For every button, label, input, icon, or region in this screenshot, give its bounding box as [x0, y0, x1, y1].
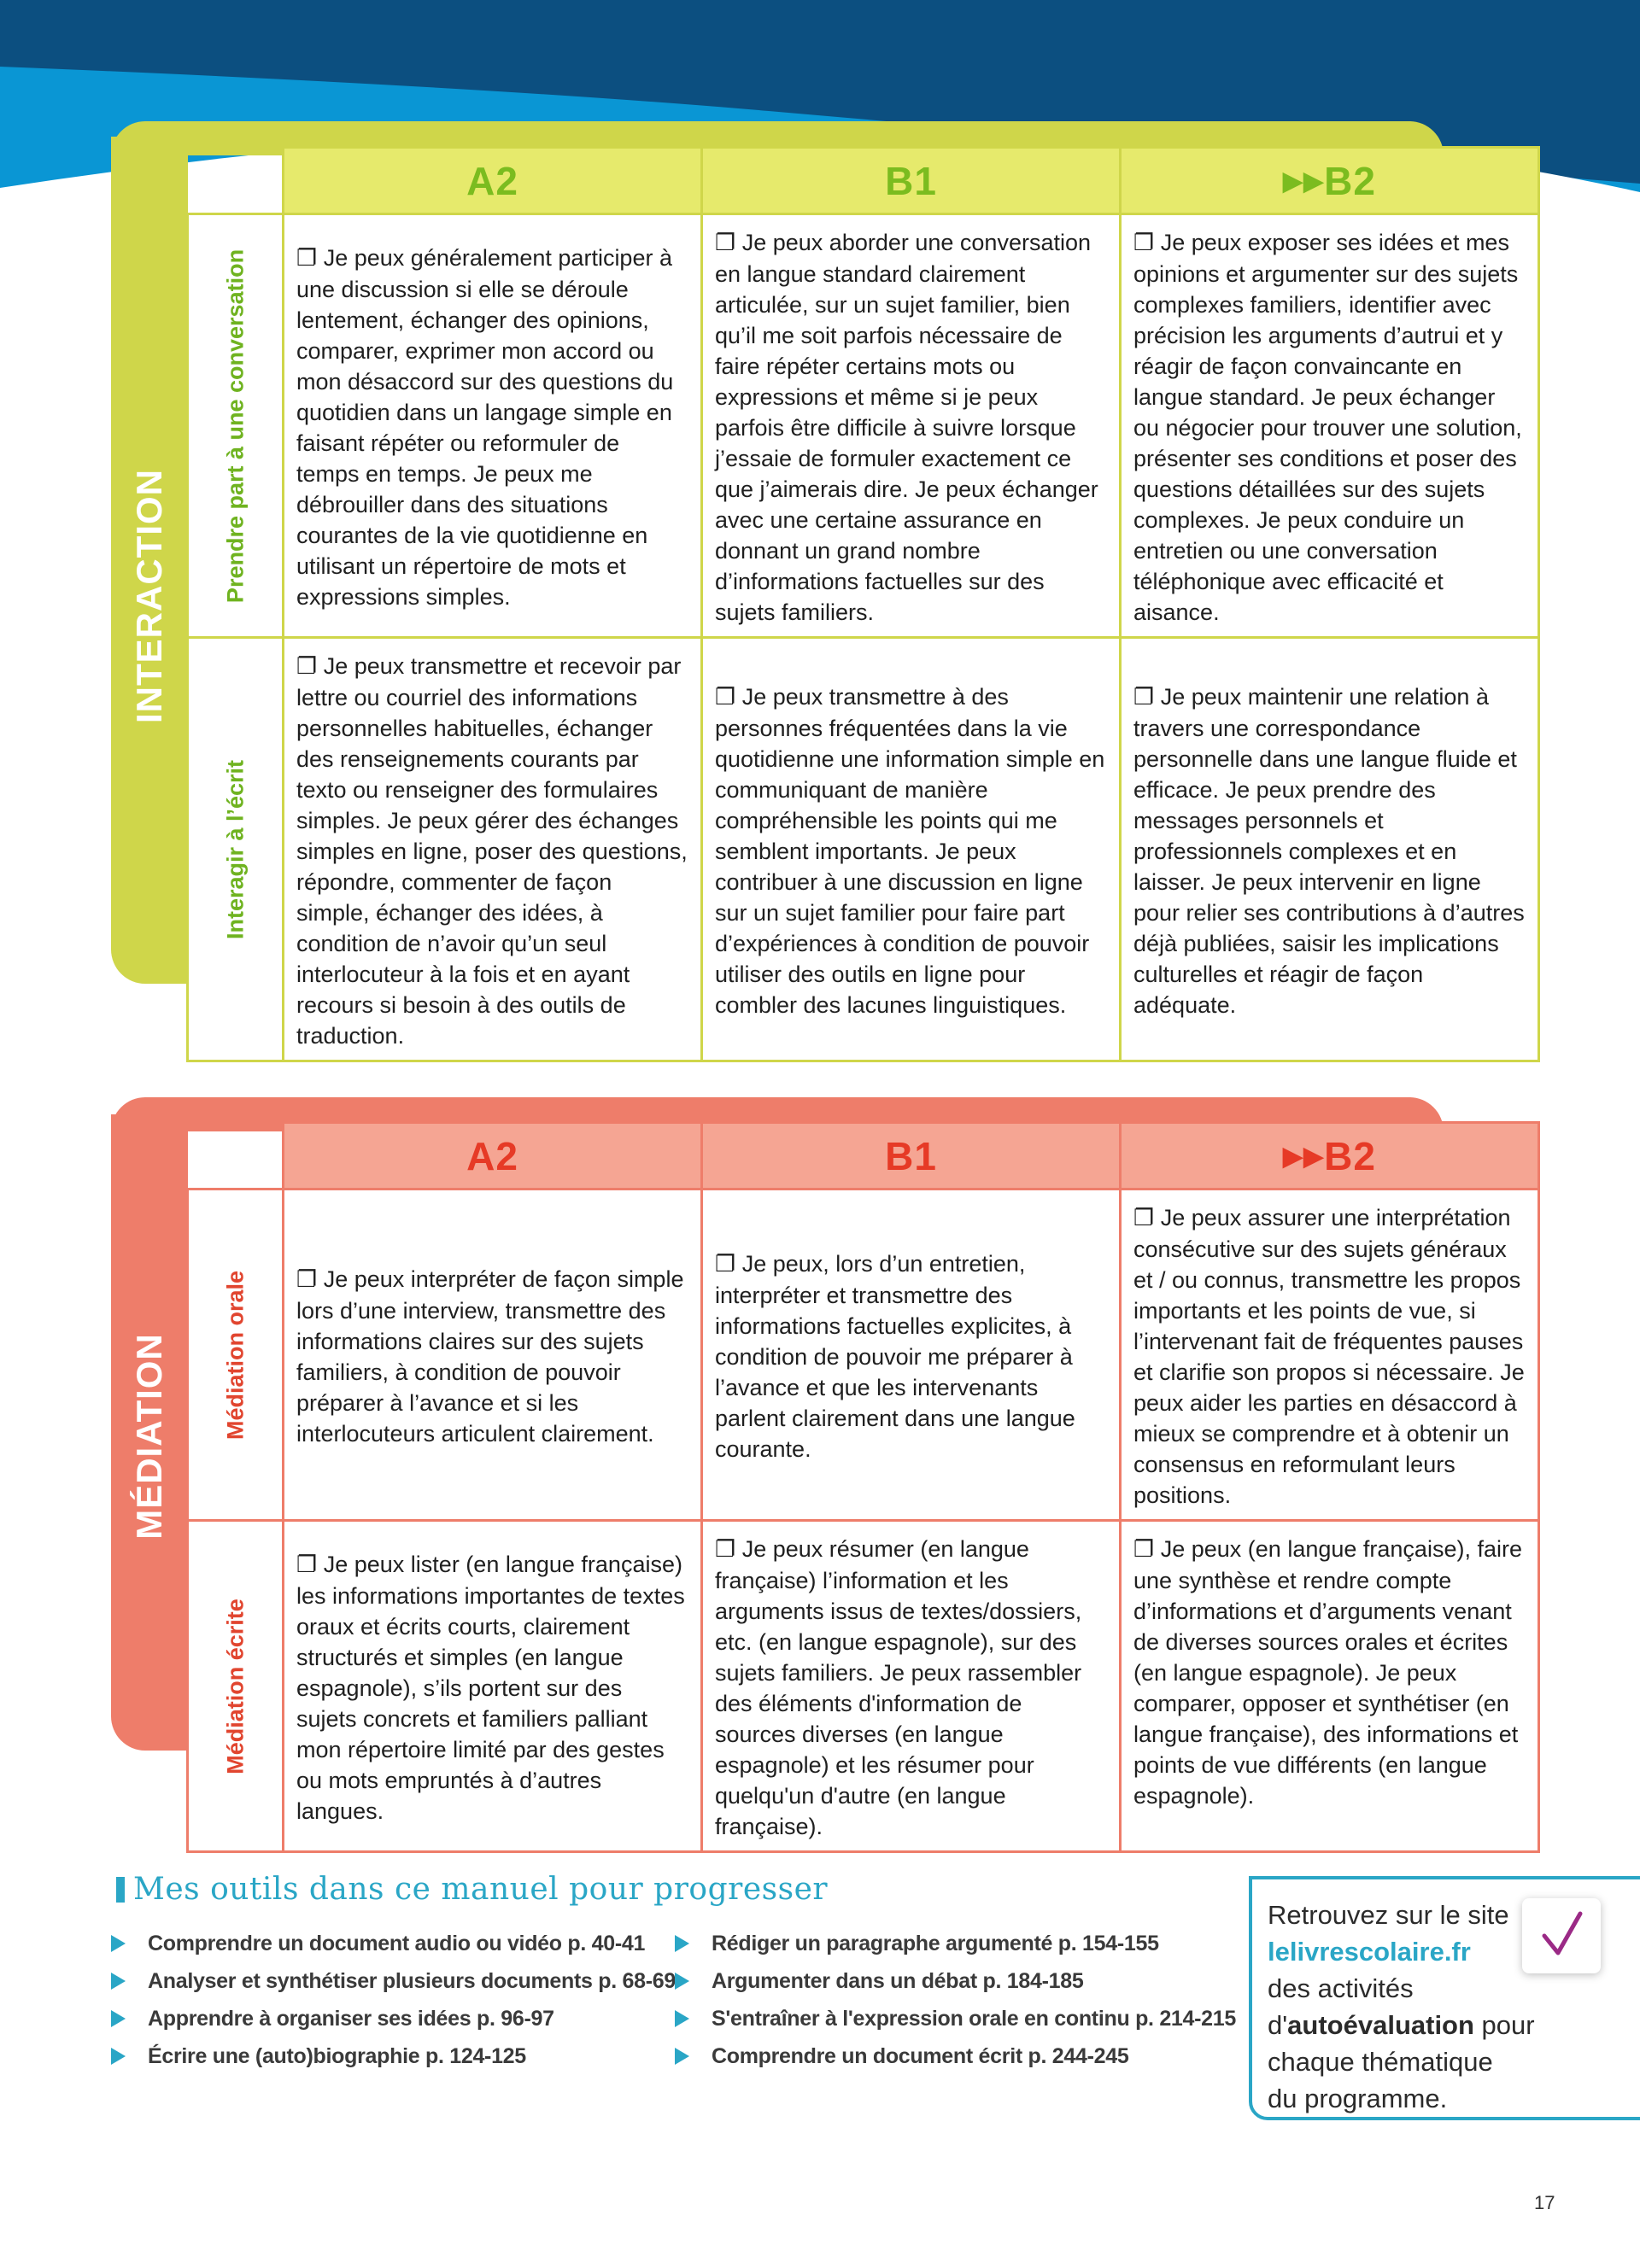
descriptor-text: Je peux exposer ses idées et mes opinions et argumenter sur des sujets complexes familiers, identifier avec précision les arguments d’autrui et y réagir de façon convaincante en langue standard. Je peux échanger ou négocier pour trouver une solution, présenter ses conditions et poser des questions détaillées sur des sujets complexes. Je peux conduire un entretien ou une conversation téléphonique avec efficacité et aisance.: [1133, 230, 1522, 625]
triangle-bullet-icon: [675, 1973, 689, 1990]
interaction-row-written: [188, 638, 1539, 1061]
descriptor-text: Je peux généralement participer à une discussion si elle se déroule lentement, échanger des opinions, comparer, exprimer mon accord ou mon désaccord sur des questions du quotidien dans un langage simple en faisant répéter ou reformuler de temps en temps. Je peux me débrouiller dans des situations courantes de la vie quotidienne en utilisant un répertoire de mots et expressions simples.: [296, 245, 674, 610]
site-line: Retrouvez sur le site: [1268, 1900, 1509, 1930]
tool-link-text: Rédiger un paragraphe argumenté p. 154-155: [712, 1931, 1159, 1955]
row-label: Prendre part à une conversation: [222, 248, 248, 603]
site-link[interactable]: lelivrescolaire.fr: [1268, 1937, 1471, 1967]
tool-link-text: Apprendre à organiser ses idées p. 96-97: [148, 2006, 554, 2031]
descriptor-cell: [1121, 1521, 1539, 1852]
triangle-bullet-icon: [111, 1935, 126, 1952]
row-label: Interagir à l’écrit: [222, 759, 248, 939]
site-line: des activités: [1268, 1973, 1414, 2003]
title-square-icon: [116, 1877, 125, 1903]
descriptor-text: Je peux assurer une interprétation consécutive sur des sujets généraux et / ou connus, transmettre les propos importants et les points de vue, si l’intervenant fait de fréquentes pauses et clarifie son propos si nécessaire. Je peux aider les parties en désaccord à mieux se comprendre et à obtenir un consensus en reformulant leurs positions.: [1133, 1205, 1525, 1508]
header-label: B1: [885, 1133, 937, 1178]
mediation-corner: [188, 1123, 284, 1190]
descriptor-text: Je peux interpréter de façon simple lors d’une interview, transmettre des informations claires sur des sujets familiers, à condition de pouvoir préparer à l’avance et si les interlocuteurs articulent clairement.: [296, 1266, 684, 1447]
site-line: du programme.: [1268, 2084, 1448, 2113]
tool-link[interactable]: [675, 1962, 1236, 2000]
checkmark-icon: [1522, 1898, 1601, 1973]
row-label-cell: [188, 1190, 284, 1521]
interaction-row-conversation: [188, 214, 1539, 638]
mediation-header-b1: [702, 1123, 1121, 1190]
descriptor-cell: [1121, 214, 1539, 638]
interaction-header-row: [188, 148, 1539, 214]
descriptor-cell: [284, 214, 702, 638]
descriptor-cell: [1121, 638, 1539, 1061]
checkmark-badge: [1522, 1898, 1601, 1973]
row-label-cell: [188, 1521, 284, 1852]
interaction-header-b2: [1121, 148, 1539, 214]
interaction-corner: [188, 148, 284, 214]
tool-link[interactable]: [111, 2037, 676, 2075]
double-arrow-icon: ▶▶: [1283, 167, 1325, 196]
tool-link[interactable]: [111, 1925, 676, 1962]
tools-list-left: [111, 1925, 676, 2075]
triangle-bullet-icon: [675, 2048, 689, 2065]
descriptor-text: Je peux lister (en langue française) les informations importantes de textes oraux et écrits courts, clairement structurés et simples (en langue espagnole), s’ils portent sur des sujets concrets et familiers palliant mon répertoire limité par des gestes ou mots empruntés à d’autres langues.: [296, 1552, 685, 1824]
row-label: Médiation orale: [222, 1270, 248, 1440]
mediation-row-written: [188, 1521, 1539, 1852]
tool-link-text: Argumenter dans un débat p. 184-185: [712, 1968, 1084, 1993]
tool-link-text: S'entraîner à l'expression orale en continu p. 214-215: [712, 2006, 1236, 2031]
checkbox-icon[interactable]: ❐: [1133, 1536, 1155, 1563]
site-line-suffix: pour: [1473, 2010, 1535, 2040]
site-line: chaque thématique: [1268, 2047, 1493, 2077]
header-label: B2: [1324, 1133, 1376, 1178]
triangle-bullet-icon: [111, 1973, 126, 1990]
checkbox-icon[interactable]: ❐: [715, 684, 736, 710]
tools-list-right: [675, 1925, 1236, 2075]
tool-link-text: Analyser et synthétiser plusieurs documents p. 68-69: [148, 1968, 676, 1993]
header-label: B1: [885, 158, 937, 203]
descriptor-cell: [702, 214, 1121, 638]
triangle-bullet-icon: [111, 2048, 126, 2065]
site-line-bold: autoévaluation: [1287, 2010, 1474, 2040]
header-label: A2: [466, 1133, 518, 1178]
mediation-header-b2: [1121, 1123, 1539, 1190]
page-number: 17: [1534, 2192, 1555, 2213]
tool-link-text: Comprendre un document écrit p. 244-245: [712, 2043, 1129, 2068]
row-label-cell: [188, 638, 284, 1061]
tool-link[interactable]: [111, 2000, 676, 2037]
mediation-section-label: MÉDIATION: [129, 1333, 169, 1540]
descriptor-text: Je peux aborder une conversation en langue standard clairement articulée, sur un sujet familier, bien qu’il me soit parfois nécessaire de faire répéter certains mots ou expressions et même si je peux parfois être difficile à suivre lorsque j’essaie de formuler exactement ce que j’aimerais dire. Je peux échanger avec une certaine assurance en donnant un grand nombre d’informations factuelles sur des sujets familiers.: [715, 230, 1098, 625]
interaction-section-label: INTERACTION: [129, 469, 169, 723]
mediation-table: [186, 1121, 1540, 1853]
site-line: [1268, 2007, 1631, 2043]
checkbox-icon[interactable]: ❐: [1133, 684, 1155, 710]
mediation-header-row: [188, 1123, 1539, 1190]
row-label: Médiation écrite: [222, 1598, 248, 1774]
tools-title: [116, 1872, 828, 1907]
checkbox-icon[interactable]: ❐: [296, 1266, 318, 1293]
triangle-bullet-icon: [675, 1935, 689, 1952]
triangle-bullet-icon: [111, 2010, 126, 2027]
interaction-header-b1: [702, 148, 1121, 214]
tool-link-text: Écrire une (auto)biographie p. 124-125: [148, 2043, 526, 2068]
descriptor-text: Je peux transmettre et recevoir par lettre ou courriel des informations personnelles habituelles, échanger des renseignements courants par texto ou renseigner des formulaires simples. Je peux gérer des échanges simples en ligne, poser des questions, répondre, commenter de façon simple, échanger des idées, à condition de n’avoir qu’un seul interlocuteur à la fois et en ayant recours si besoin à des outils de traduction.: [296, 653, 688, 1049]
descriptor-text: Je peux transmettre à des personnes fréquentées dans la vie quotidienne une information simple en communiquant de manière compréhensible les points qui me semblent importants. Je peux contribuer à une discussion en ligne sur un sujet familier pour faire part d’expériences à condition de pouvoir utiliser des outils en ligne pour combler des lacunes linguistiques.: [715, 684, 1105, 1018]
tool-link[interactable]: [111, 1962, 676, 2000]
descriptor-cell: [702, 638, 1121, 1061]
site-line-prefix: d': [1268, 2010, 1288, 2040]
checkbox-icon[interactable]: ❐: [296, 1552, 318, 1578]
checkbox-icon[interactable]: ❐: [715, 230, 736, 256]
checkbox-icon[interactable]: ❐: [1133, 1205, 1155, 1231]
descriptor-cell: [702, 1521, 1121, 1852]
interaction-table: [186, 146, 1540, 1062]
checkbox-icon[interactable]: ❐: [296, 245, 318, 272]
descriptor-cell: [702, 1190, 1121, 1521]
descriptor-text: Je peux résumer (en langue française) l’information et les arguments issus de textes/dossiers, etc. (en langue espagnole), sur des sujets familiers. Je peux rassembler des éléments d'information de sources diverses (en langue espagnole) et les résumer pour quelqu'un d'autre (en langue française).: [715, 1536, 1082, 1839]
interaction-header-a2: [284, 148, 702, 214]
tools-title-text: Mes outils dans ce manuel pour progresser: [133, 1872, 829, 1907]
descriptor-text: Je peux maintenir une relation à travers une correspondance personnelle dans une langue fluide et efficace. Je peux prendre des messages personnels et professionnels complexes et en laisser. Je peux intervenir en ligne pour relier ses contributions à d’autres déjà publiées, saisir les implications culturelles et réagir de façon adéquate.: [1133, 684, 1525, 1018]
descriptor-text: Je peux (en langue française), faire une synthèse et rendre compte d’informations et d’arguments venant de diverses sources orales et écrites (en langue espagnole). Je peux comparer, opposer et synthétiser (en langue française), des informations et points de vue différents (en langue espagnole).: [1133, 1536, 1522, 1809]
triangle-bullet-icon: [675, 2010, 689, 2027]
descriptor-text: Je peux, lors d’un entretien, interpréter et transmettre des informations factuelles explicites, à condition de pouvoir me préparer à l’avance et que les intervenants parlent clairement dans une langue courante.: [715, 1251, 1075, 1462]
row-label-cell: [188, 214, 284, 638]
double-arrow-icon: ▶▶: [1283, 1142, 1325, 1171]
header-label: B2: [1324, 158, 1376, 203]
checkbox-icon[interactable]: ❐: [1133, 230, 1155, 256]
checkbox-icon[interactable]: ❐: [296, 653, 318, 680]
descriptor-cell: [284, 638, 702, 1061]
descriptor-cell: [1121, 1190, 1539, 1521]
tool-link[interactable]: [675, 1925, 1236, 1962]
mediation-row-oral: [188, 1190, 1539, 1521]
descriptor-cell: [284, 1190, 702, 1521]
tool-link-text: Comprendre un document audio ou vidéo p. 40-41: [148, 1931, 646, 1955]
mediation-header-a2: [284, 1123, 702, 1190]
header-label: A2: [466, 158, 518, 203]
descriptor-cell: [284, 1521, 702, 1852]
checkbox-icon[interactable]: ❐: [715, 1536, 736, 1563]
tool-link[interactable]: [675, 2037, 1236, 2075]
tool-link[interactable]: [675, 2000, 1236, 2037]
checkbox-icon[interactable]: ❐: [715, 1251, 736, 1277]
